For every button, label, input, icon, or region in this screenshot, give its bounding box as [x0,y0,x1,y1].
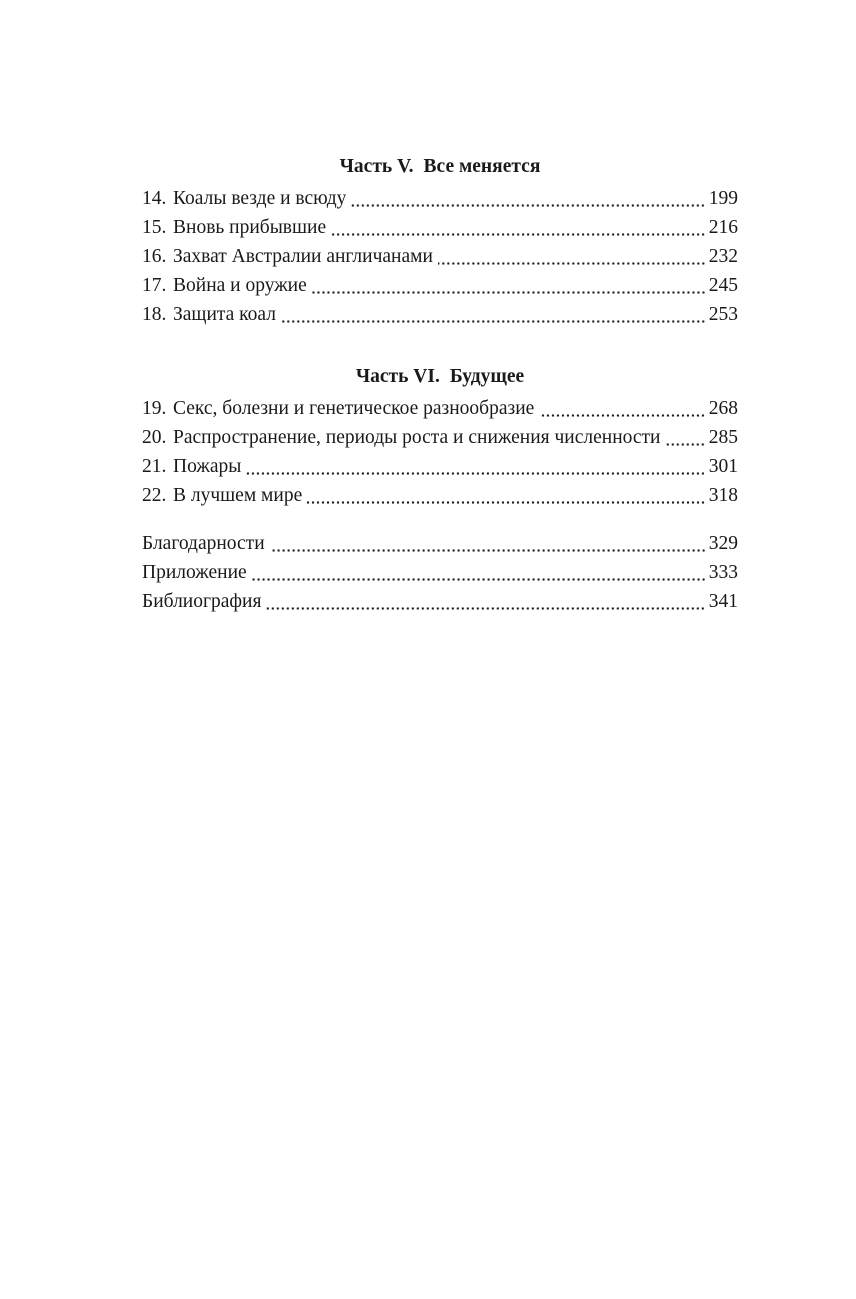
chapter-number: 15. [142,217,167,238]
section-title: Благодарности [142,533,265,554]
part-label: Часть VI. [355,366,440,387]
chapter-number: 21. [142,456,167,477]
toc-entry[interactable] [142,271,738,300]
page-number: 285 [708,427,738,448]
toc-entry[interactable] [142,481,738,510]
chapter-title: Распространение, периоды роста и снижения численности [173,427,661,448]
dot-leader [351,204,705,207]
page-number: 253 [708,304,738,325]
dot-leader [246,472,705,475]
part-title: Будущее [449,366,525,387]
chapter-title: В лучшем мире [173,485,303,506]
page-number: 301 [708,456,738,477]
toc-entry[interactable] [142,300,738,329]
back-matter [142,529,738,616]
chapter-title: Секс, болезни и генетическое разнообразие [173,398,535,419]
chapter-number: 16. [142,246,167,267]
dot-leader [331,233,706,236]
table-of-contents [142,150,738,616]
page-number: 333 [708,562,738,583]
part-heading [142,150,738,184]
chapter-title: Вновь прибывшие [173,217,327,238]
chapter-title: Война и оружие [173,275,307,296]
section-title: Библиография [142,591,262,612]
dot-leader [252,578,706,581]
page-number: 232 [708,246,738,267]
toc-entry[interactable] [142,184,738,213]
page-number: 199 [708,188,738,209]
page-number: 268 [708,398,738,419]
chapter-number: 17. [142,275,167,296]
page-number: 329 [708,533,738,554]
toc-entry[interactable] [142,529,738,558]
page-number: 245 [708,275,738,296]
dot-leader [665,443,705,446]
page-number: 341 [708,591,738,612]
toc-entry[interactable] [142,213,738,242]
chapter-title: Коалы везде и всюду [173,188,347,209]
page-number: 216 [708,217,738,238]
toc-entry[interactable] [142,558,738,587]
toc-entry[interactable] [142,242,738,271]
toc-entry[interactable] [142,587,738,616]
dot-leader [312,291,706,294]
dot-leader [270,549,706,552]
chapter-number: 19. [142,398,167,419]
chapter-number: 14. [142,188,167,209]
chapter-title: Защита коал [173,304,276,325]
dot-leader [539,414,705,417]
toc-entry[interactable] [142,423,738,452]
toc-entry[interactable] [142,452,738,481]
page-number: 318 [708,485,738,506]
toc-entry[interactable] [142,394,738,423]
chapter-number: 22. [142,485,167,506]
part-label: Часть V. [339,156,414,177]
chapter-number: 18. [142,304,167,325]
part-title: Все меняется [423,156,541,177]
chapter-title: Захват Австралии англичанами [173,246,433,267]
dot-leader [266,607,705,610]
section-title: Приложение [142,562,247,583]
part-heading [142,360,738,394]
chapter-number: 20. [142,427,167,448]
chapter-title: Пожары [173,456,242,477]
dot-leader [438,262,706,265]
dot-leader [281,320,706,323]
dot-leader [307,501,706,504]
